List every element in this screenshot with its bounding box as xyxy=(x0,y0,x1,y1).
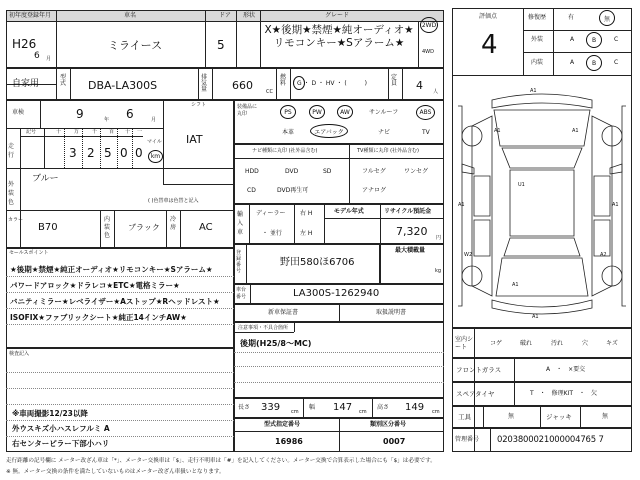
registration-label: 登録番号 xyxy=(236,250,242,274)
type-number-label: 型式指定番号 xyxy=(264,421,301,428)
import-label: 輸入車 xyxy=(237,211,244,236)
diagram-mark-trunk: A1 xyxy=(512,282,519,288)
exterior-score-a: A xyxy=(570,36,575,43)
mileage-digit-100: 5 xyxy=(104,146,112,160)
tools-value: 無 xyxy=(508,413,515,420)
seat-item-stain: 汚れ xyxy=(551,340,564,347)
displacement: 660 xyxy=(232,79,253,92)
doors-label: ドア xyxy=(219,12,231,19)
sales-point-line-2: パワードアロック★ドラレコ★ETC★電格ミラー★ xyxy=(10,281,180,290)
km-circle: km xyxy=(148,150,163,163)
interior-score-label: 内装 xyxy=(531,59,544,66)
capacity-label: 定員 xyxy=(391,74,398,87)
length-label: 長さ xyxy=(238,404,251,411)
first-reg-month-unit: 月 xyxy=(46,56,52,62)
front-glass-value: A ・ ×要交 xyxy=(546,366,586,373)
inspection-month-unit: 月 xyxy=(151,117,157,123)
max-load-unit: kg xyxy=(435,268,442,274)
score-value: 4 xyxy=(481,30,498,60)
mileage-header-1: 一 xyxy=(137,129,143,135)
equip-sunroof: サンルーフ xyxy=(369,109,399,116)
spare-tire-value: T ・ 修理KIT ・ 欠 xyxy=(530,390,598,397)
seat-item-hole: 穴 xyxy=(582,340,589,347)
navi-dvd: DVD xyxy=(285,168,299,175)
notes-panel xyxy=(234,322,444,398)
equipment-title: 装備品に丸印 xyxy=(237,104,258,117)
color-code: B70 xyxy=(38,222,58,233)
first-reg-label: 初年度登録年月 xyxy=(9,12,52,19)
equip-airbag-circle: エアバック xyxy=(310,124,348,138)
chassis-number: LA300S-1262940 xyxy=(293,288,380,299)
cc-unit: CC xyxy=(266,89,273,95)
model: DBA-LA300S xyxy=(88,79,158,92)
navi-sd: SD xyxy=(323,168,332,175)
model-label: 型式 xyxy=(60,74,67,87)
displacement-label: 排気量 xyxy=(201,74,208,93)
import-left-handle: 左 H xyxy=(300,230,313,237)
mileage-header-100k: 十 xyxy=(56,129,62,135)
max-load-label: 最大積載量 xyxy=(395,247,426,254)
interior-score-c: C xyxy=(614,59,619,66)
chassis-label: 車台番号 xyxy=(236,287,247,300)
seat-row xyxy=(452,328,632,358)
equip-tv: TV xyxy=(422,129,430,136)
repair-no-circle: 無 xyxy=(599,10,615,26)
diagram-mark-rear: A1 xyxy=(532,314,539,320)
exterior-label: 外装色 xyxy=(8,181,15,206)
tv-analog: アナログ xyxy=(362,187,387,194)
category-number-value: 0007 xyxy=(383,437,406,446)
car-name-label: 車名 xyxy=(124,12,137,19)
mileage-digit-10: 0 xyxy=(120,146,128,160)
notes-label: 注意事項・不具合箇所 xyxy=(238,325,289,331)
height-unit: cm xyxy=(432,409,440,415)
recycle-yen: 円 xyxy=(436,235,442,241)
jack-value: 無 xyxy=(602,413,609,420)
shape-label: 形状 xyxy=(243,12,256,19)
sales-point-line-4: ISOFIX★ファブリックシート★純正14インチAW★ xyxy=(10,313,187,322)
diagram-mark-right: A1 xyxy=(612,202,619,208)
diagram-mark-front: A1 xyxy=(530,88,537,94)
import-right-handle: 右 H xyxy=(300,210,313,217)
drive-2wd-circle: 2WD xyxy=(420,17,438,33)
length-value: 339 xyxy=(261,402,281,413)
exterior-note: ( )色替車は色替と記入 xyxy=(148,198,199,204)
fuel-label: 燃料 xyxy=(280,74,287,87)
mileage-digit-10k: 3 xyxy=(69,146,77,160)
mileage-digit-1k: 2 xyxy=(87,146,95,160)
diagram-mark-roof: U1 xyxy=(518,182,525,188)
navi-cd: CD xyxy=(247,187,256,194)
management-number: 0203800021000004765 7 xyxy=(497,435,604,445)
import-dealer: ディーラー xyxy=(256,210,286,217)
inspection-note-line-2: 外ウスキズ小ハスレフルミ A xyxy=(12,424,110,433)
tools-label: 工具 xyxy=(458,413,471,421)
tv-oneseg: ワンセグ xyxy=(404,168,429,175)
front-glass-label: フロントガラス xyxy=(456,366,502,374)
first-reg-era: H26 xyxy=(12,37,37,51)
diagram-mark-hood-right: A1 xyxy=(572,128,579,134)
recycle-label: リサイクル預託金 xyxy=(384,208,432,215)
inspection-notes-label: 検査記入 xyxy=(9,351,30,357)
equip-abs-circle: ABS xyxy=(416,105,435,120)
seat-item-burn: コゲ xyxy=(490,340,503,347)
diagram-mark-hood: A1 xyxy=(494,128,501,134)
spare-tire-label: スペアタイヤ xyxy=(456,390,495,398)
color-code-label: カラー xyxy=(8,217,24,223)
capacity-unit: 人 xyxy=(433,89,439,95)
new-car-warranty: 新車保証書 xyxy=(268,309,299,316)
inspection-month: 6 xyxy=(126,107,134,121)
owner-manual: 取扱説明書 xyxy=(376,309,407,316)
equip-leather: 本革 xyxy=(282,129,295,136)
shift: IAT xyxy=(186,133,203,146)
width-label: 幅 xyxy=(309,404,316,411)
capacity: 4 xyxy=(416,79,423,92)
navi-dvd-playback: DVD再生可 xyxy=(277,187,309,194)
repair-yes: 有 xyxy=(568,14,575,21)
mileage-digit-1: 0 xyxy=(135,146,143,160)
drive-4wd: 4WD xyxy=(422,49,434,55)
model-row xyxy=(6,68,444,100)
tv-title: TV種類に丸印 (社外品含む) xyxy=(357,148,419,154)
doors: 5 xyxy=(217,38,225,52)
seat-label: 室内シート xyxy=(455,336,474,351)
inspection-note-line-3: 右センターピラー下部小ハリ xyxy=(12,439,110,448)
fuel-options: G ・ D ・ HV ・ ( ) xyxy=(297,80,368,87)
inspection-year-unit: 年 xyxy=(104,117,110,123)
registration-number: 野田580ほ6706 xyxy=(280,257,355,268)
exterior-score-label: 外装 xyxy=(531,36,544,43)
exterior-score-c: C xyxy=(614,36,619,43)
equip-navi: ナビ xyxy=(378,129,391,136)
car-diagram xyxy=(452,86,632,326)
ac-label: 冷房 xyxy=(170,216,177,231)
diagram-mark-left-rear: W2 xyxy=(464,252,473,258)
registration-right-cell xyxy=(380,244,444,284)
grade: X★後期★禁煙★純オーディオ★リモコンキー★Sアラーム★ xyxy=(264,24,414,49)
height-label: 高さ xyxy=(377,404,390,411)
interior-color: ブラック xyxy=(128,223,160,232)
footer-line-2: ※ 無。メーター交換の条件を満たしていないものはメーター改ざん車扱いとなります。 xyxy=(6,469,225,475)
diagram-mark-left: A1 xyxy=(458,202,465,208)
grade-label: グレード xyxy=(325,12,350,19)
equip-ps-circle: PS xyxy=(280,105,296,119)
shift-label: シフト xyxy=(191,102,207,108)
repair-label: 修復歴 xyxy=(528,14,547,21)
jack-label: ジャッキ xyxy=(546,413,572,421)
inspection-note-line-1: ※車両撮影12/23以降 xyxy=(12,409,88,418)
exterior-color: ブルー xyxy=(32,174,59,184)
management-label: 管理番号 xyxy=(455,436,480,443)
sales-points-label: セールスポイント xyxy=(9,250,49,256)
category-number-label: 類別区分番号 xyxy=(370,421,407,428)
model-year-label: モデル年式 xyxy=(334,208,364,215)
length-unit: cm xyxy=(291,409,299,415)
seat-item-tear: 破れ xyxy=(520,340,533,347)
mileage-header-10: 十 xyxy=(125,129,131,135)
interior-score-b-circle: B xyxy=(586,55,602,71)
seat-item-scratch: キズ xyxy=(606,340,618,347)
mileage-header-100: 百 xyxy=(109,129,115,135)
tv-fullseg: フルセグ xyxy=(362,168,386,175)
score-label: 評価点 xyxy=(479,13,498,20)
recycle-value: 7,320 xyxy=(396,225,428,238)
width-unit: cm xyxy=(359,409,367,415)
interior-color-label: 内装色 xyxy=(104,216,111,239)
mileage-label: 走行 xyxy=(8,143,15,159)
sales-point-line-1: ★後期★禁煙★純正オーディオ★リモコンキー★Sアラーム★ xyxy=(10,265,213,274)
navi-hdd: HDD xyxy=(245,168,259,175)
equip-aw-circle: AW xyxy=(337,105,353,119)
interior-score-a: A xyxy=(570,59,575,66)
sales-point-line-3: バニティミラー★レベライザー★Aストップ★Rヘッドレスト★ xyxy=(10,297,220,306)
mileage-header-1k: 千 xyxy=(92,129,98,135)
ac: AC xyxy=(199,222,213,233)
import-parallel: ・ 並行 xyxy=(262,230,282,237)
exterior-score-b-circle: B xyxy=(586,32,602,48)
height-value: 149 xyxy=(405,402,425,413)
mileage-symbol-header: 記号 xyxy=(26,129,37,135)
late-model-note: 後期(H25/8～MC) xyxy=(240,339,312,348)
inspection-label: 車検 xyxy=(12,109,25,116)
footer-line-1: 走行距離の記号欄に メーター改ざん車は「*」、メーター交換車は「$」、走行不明車は「#」を記入してください。メーター交換で合算表示した場合にも「$」は必要です。 xyxy=(6,458,436,464)
mile-label: マイル xyxy=(147,139,162,145)
car-name: ミライース xyxy=(108,39,163,52)
mileage-header-10k: 万 xyxy=(74,129,80,135)
use-type: 自家用 xyxy=(12,79,40,89)
diagram-mark-right-rear: A2 xyxy=(600,252,607,258)
width-value: 147 xyxy=(333,402,353,413)
equip-pw-circle: PW xyxy=(309,105,325,119)
inspection-year: 9 xyxy=(76,107,84,121)
type-number-value: 16986 xyxy=(275,437,303,446)
navi-title: ナビ種類に丸印 (社外品含む) xyxy=(252,148,318,154)
first-reg-month: 6 xyxy=(34,51,40,61)
